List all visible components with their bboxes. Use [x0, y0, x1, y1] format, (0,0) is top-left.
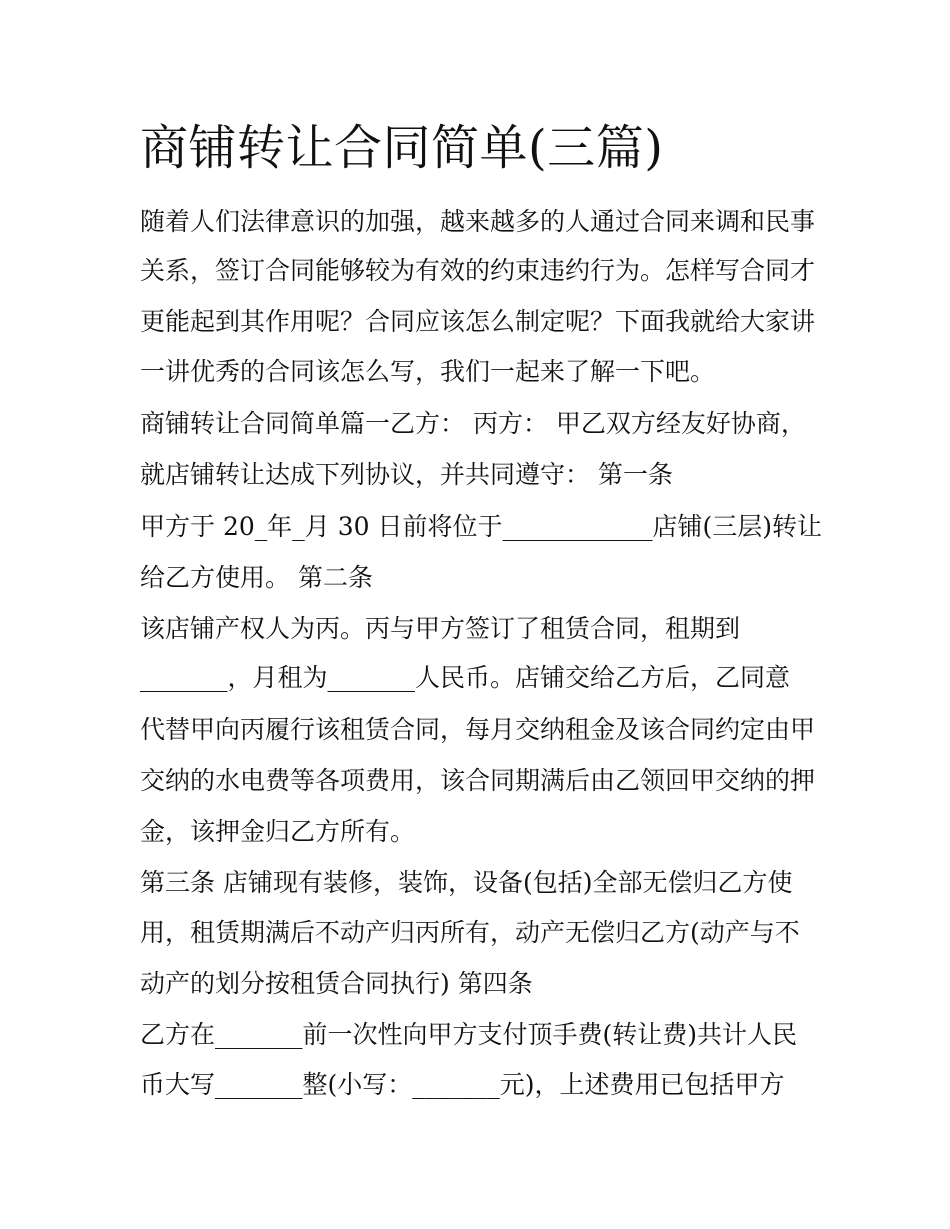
paragraph-line: 代替甲向丙履行该租赁合同，每月交纳租金及该合同约定由甲 — [140, 715, 816, 744]
paragraph-line: 甲方于 20_年_月 30 日前将位于____________店铺(三层)转让 — [140, 512, 822, 541]
paragraph-line: _______，月租为_______人民币。店铺交给乙方后，乙同意 — [140, 663, 791, 692]
paragraph-line: 用，租赁期满后不动产归丙所有，动产无偿归乙方(动产与不 — [140, 918, 800, 947]
paragraph-line: 交纳的水电费等各项费用，该合同期满后由乙领回甲交纳的押 — [140, 766, 816, 795]
paragraph-line: 商铺转让合同简单篇一乙方： 丙方： 甲乙双方经友好协商， — [140, 409, 806, 438]
paragraph-line: 乙方在_______前一次性向甲方支付顶手费(转让费)共计人民 — [140, 1020, 798, 1049]
paragraph-line: 币大写_______整(小写：_______元)，上述费用已包括甲方 — [140, 1070, 785, 1099]
paragraph-line: 金，该押金归乙方所有。 — [140, 817, 416, 846]
paragraph-line: 随着人们法律意识的加强，越来越多的人通过合同来调和民事 — [140, 207, 816, 236]
paragraph-line: 第三条 店铺现有装修，装饰，设备(包括)全部无偿归乙方使 — [140, 868, 793, 897]
paragraph-line: 就店铺转让达成下列协议，并共同遵守： 第一条 — [140, 460, 673, 489]
paragraph-line: 给乙方使用。 第二条 — [140, 563, 373, 592]
paragraph-line: 动产的划分按租赁合同执行) 第四条 — [140, 969, 533, 998]
paragraph-line: 更能起到其作用呢？合同应该怎么制定呢？下面我就给大家讲 — [140, 307, 816, 336]
paragraph-line: 关系，签订合同能够较为有效的约束违约行为。怎样写合同才 — [140, 256, 816, 285]
paragraph-line: 一讲优秀的合同该怎么写，我们一起来了解一下吧。 — [140, 357, 716, 386]
document-title: 商铺转让合同简单(三篇) — [140, 120, 664, 176]
paragraph-line: 该店铺产权人为丙。丙与甲方签订了租赁合同，租期到 — [140, 614, 741, 643]
